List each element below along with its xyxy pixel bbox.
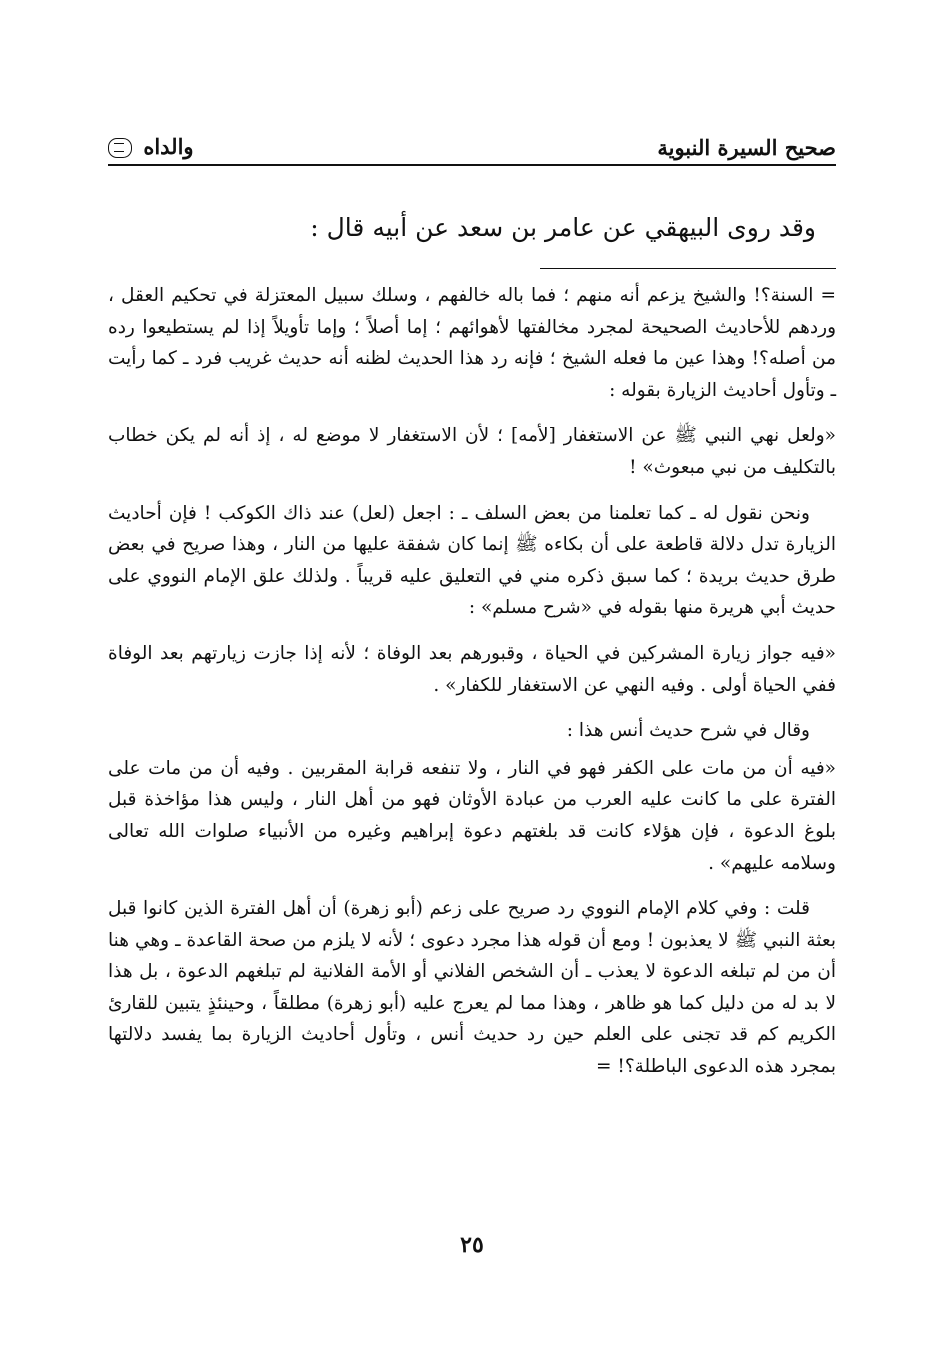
- chapter-title-text: والداه: [143, 133, 194, 159]
- book-title: صحيح السيرة النبوية: [657, 135, 836, 160]
- running-header: [108, 118, 836, 158]
- footnote-paragraph: «ولعل نهي النبي ﷺ عن الاستغفار [لأمه] ؛ لأن الاستغفار لا موضع له ، إذ أنه لم يكن خطاب بالتكليف من نبي مبعوث» !: [108, 425, 836, 478]
- footnote-paragraph: = السنة؟! والشيخ يزعم أنه منهم ؛ فما باله خالفهم ، وسلك سبيل المعتزلة في تحكيم العقل ، وردهم للأحاديث الصحيحة لمجرد مخالفتها لأهوائهم ؛ إما أصلاً ؛ وإما تأويلاً إذا لم يستطيعوا رده من أصله؟! وهذا عين ما فعله الشيخ ؛ فإنه رد هذا الحديث لظنه أنه حديث غريب فرد ـ كما رأيت ـ وتأول أحاديث الزيارة بقوله :: [108, 285, 836, 401]
- footnotes-block: [108, 280, 836, 1097]
- footnote-paragraph: قلت : وفي كلام الإمام النووي رد صريح على زعم (أبو زهرة) أن أهل الفترة الذين كانوا قبل بعثة النبي ﷺ لا يعذبون ! ومع أن قوله هذا مجرد دعوى ؛ لأنه لا يلزم من صحة القاعدة ـ وهي هنا أن من لم تبلغه الدعوة لا يعذب ـ أن الشخص الفلاني أو الأمة الفلانية لم تبلغهم الدعوة ، بل هذا لا بد له من دليل كما هو ظاهر ، وهذا مما لم يعرج عليه (أبو زهرة) مطلقاً ، وحينئذٍ يتبين للقارئ الكريم كم قد تجنى على العلم حين رد حديث أنس ، وتأول أحاديث الزيارة بما يفسد دلالتها بمجرد هذه الدعوى الباطلة؟! =: [108, 898, 836, 1078]
- page-number: ٢٥: [460, 1232, 484, 1258]
- footnote-paragraph: «فيه أن من مات على الكفر فهو في النار ، ولا تنفعه قرابة المقربين . وفيه أن من مات على الفترة على ما كانت عليه العرب من عبادة الأوثان فهو من أهل النار ، وليس هذا مؤاخذة قبل بلوغ الدعوة ، فإن هؤلاء كانت قد بلغتهم دعوة إبراهيم وغيره من الأنبياء صلوات الله تعالى وسلامه عليهم» .: [108, 757, 836, 874]
- header-rule: [108, 164, 836, 166]
- chapter-title: [108, 133, 194, 159]
- footnote-paragraph: ونحن نقول له ـ كما تعلمنا من بعض السلف ـ : اجعل (لعل) عند ذاك الكوكب ! فإن أحاديث الزيارة تدل دلالة قاطعة على أن بكاءه ﷺ إنما كان شفقة عليها من النار ، وهذا صريح في بعض طرق حديث بريدة ؛ كما سبق ذكره مني في التعليق عليه قريباً . ولذلك علق الإمام النووي على حديث أبي هريرة منها بقوله في «شرح مسلم» :: [108, 502, 836, 619]
- salutation-symbol-icon: [108, 138, 132, 158]
- footnote-paragraph: «فيه جواز زيارة المشركين في الحياة ، وقبورهم بعد الوفاة ؛ لأنه إذا جازت زيارتهم بعد الوفاة ففي الحياة أولى . وفيه النهي عن الاستغفار للكفار» .: [108, 642, 836, 696]
- footnote-paragraph: وقال في شرح حديث أنس هذا :: [566, 720, 810, 742]
- main-text-line: وقد روى البيهقي عن عامر بن سعد عن أبيه قال :: [310, 213, 816, 242]
- footnote-separator: [540, 268, 836, 269]
